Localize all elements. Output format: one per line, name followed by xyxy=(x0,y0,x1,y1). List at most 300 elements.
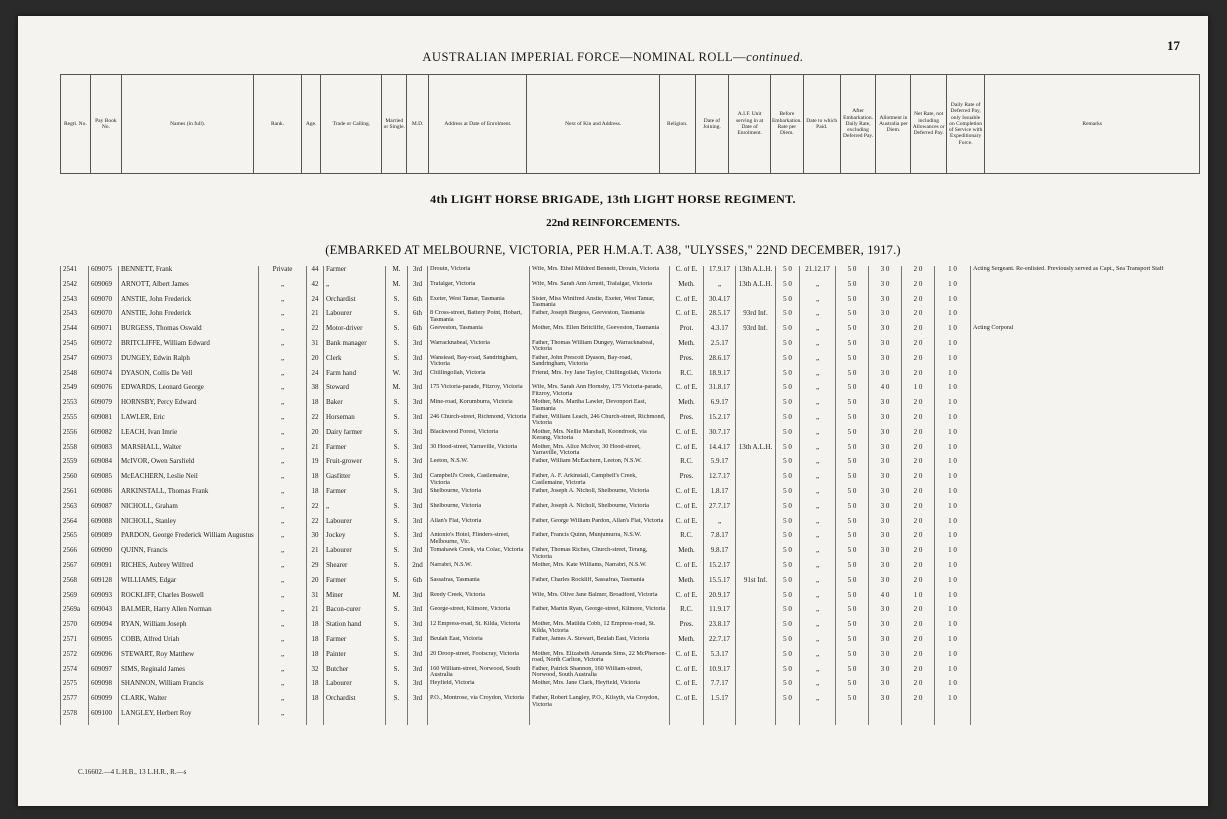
cell-rem xyxy=(971,384,1201,399)
cell-md: 3rd xyxy=(408,340,428,355)
column-header: A.I.F. Unit serving in at Date of Enrolment. xyxy=(729,75,771,174)
cell-age: 22 xyxy=(307,414,324,429)
cell-daily: 5 0 xyxy=(836,592,869,607)
cell-ms: S. xyxy=(386,429,408,444)
cell-no: 2563 xyxy=(61,503,89,518)
cell-rel: Pres. xyxy=(670,621,704,636)
cell-rate: 5 0 xyxy=(776,310,800,325)
table-row xyxy=(61,310,1201,325)
cell-paid: „ xyxy=(800,473,836,488)
cell-ms: S. xyxy=(386,458,408,473)
cell-daily: 5 0 xyxy=(836,370,869,385)
cell-paid: „ xyxy=(800,384,836,399)
cell-age: 21 xyxy=(307,606,324,621)
cell-pb: 609073 xyxy=(89,355,119,370)
cell-rel: Meth. xyxy=(670,399,704,414)
cell-rank: „ xyxy=(259,710,307,725)
cell-daily: 5 0 xyxy=(836,621,869,636)
cell-trade: Baker xyxy=(324,399,386,414)
cell-trade: Orchardist xyxy=(324,296,386,311)
cell-name: SIMS, Reginald James xyxy=(119,666,259,681)
cell-date: 17.9.17 xyxy=(704,266,736,281)
cell-md: 2nd xyxy=(408,562,428,577)
cell-paid: „ xyxy=(800,414,836,429)
column-header: Age. xyxy=(301,75,320,174)
cell-kin: Mother, Mrs. Matilda Cobb, 12 Empress-road, St. Kilda, Victoria xyxy=(530,621,670,636)
cell-trade: Farm hand xyxy=(324,370,386,385)
cell-rank: „ xyxy=(259,310,307,325)
cell-rel: C. of E. xyxy=(670,592,704,607)
cell-kin: Mother, Mrs. Nellie Marshall, Koondrook, via Kerang, Victoria xyxy=(530,429,670,444)
cell-allot: 3 0 xyxy=(869,473,902,488)
cell-allot: 3 0 xyxy=(869,577,902,592)
cell-name: McIVOR, Owen Sarsfield xyxy=(119,458,259,473)
cell-pb: 609084 xyxy=(89,458,119,473)
cell-trade: Jockey xyxy=(324,532,386,547)
cell-addr: Geeveston, Tasmania xyxy=(428,325,530,340)
cell-trade: Shearer xyxy=(324,562,386,577)
cell-no: 2561 xyxy=(61,488,89,503)
cell-ms xyxy=(386,710,408,725)
cell-md: 3rd xyxy=(408,429,428,444)
cell-rem xyxy=(971,621,1201,636)
cell-allot xyxy=(869,710,902,725)
cell-date: 5.3.17 xyxy=(704,651,736,666)
table-row xyxy=(61,281,1201,296)
cell-net: 2 0 xyxy=(902,296,935,311)
cell-no: 2564 xyxy=(61,518,89,533)
cell-def: 1 0 xyxy=(935,473,971,488)
cell-trade: Steward xyxy=(324,384,386,399)
cell-ms: S. xyxy=(386,695,408,710)
cell-kin: Father, George William Pardon, Allan's Flat, Victoria xyxy=(530,518,670,533)
cell-pb: 609083 xyxy=(89,444,119,459)
cell-kin: Friend, Mrs. Ivy Jane Taylor, Chillingollah, Victoria xyxy=(530,370,670,385)
cell-rel: R.C. xyxy=(670,606,704,621)
cell-md: 3rd xyxy=(408,666,428,681)
cell-unit: 93rd Inf. xyxy=(736,310,776,325)
cell-allot: 3 0 xyxy=(869,518,902,533)
cell-net: 2 0 xyxy=(902,266,935,281)
column-header: Religion. xyxy=(659,75,695,174)
cell-md: 6th xyxy=(408,577,428,592)
cell-daily: 5 0 xyxy=(836,562,869,577)
cell-kin: Father, Patrick Shannon, 160 William-street, Norwood, South Australia xyxy=(530,666,670,681)
cell-rel: C. of E. xyxy=(670,562,704,577)
cell-addr: 160 William-street, Norwood, South Australia xyxy=(428,666,530,681)
cell-kin: Mother, Mrs. Kate Williams, Narrabri, N.S.W. xyxy=(530,562,670,577)
cell-rem xyxy=(971,651,1201,666)
cell-md xyxy=(408,710,428,725)
cell-name: QUINN, Francis xyxy=(119,547,259,562)
cell-md: 3rd xyxy=(408,444,428,459)
cell-daily: 5 0 xyxy=(836,680,869,695)
cell-rank: „ xyxy=(259,429,307,444)
cell-allot: 3 0 xyxy=(869,370,902,385)
cell-net: 2 0 xyxy=(902,503,935,518)
cell-def: 1 0 xyxy=(935,651,971,666)
cell-rate: 5 0 xyxy=(776,444,800,459)
cell-unit: 13th A.L.H. xyxy=(736,281,776,296)
cell-paid: „ xyxy=(800,562,836,577)
cell-name: DYASON, Collis De Vell xyxy=(119,370,259,385)
cell-daily: 5 0 xyxy=(836,310,869,325)
cell-kin: Father, Thomas William Dungey, Warracknabeal, Victoria xyxy=(530,340,670,355)
cell-allot: 3 0 xyxy=(869,340,902,355)
cell-date xyxy=(704,710,736,725)
cell-pb: 609095 xyxy=(89,636,119,651)
cell-no: 2567 xyxy=(61,562,89,577)
cell-addr: Sassafras, Tasmania xyxy=(428,577,530,592)
embarkation-heading: (EMBARKED AT MELBOURNE, VICTORIA, PER H.M.A.T. A38, "ULYSSES," 22ND DECEMBER, 1917.) xyxy=(325,243,901,257)
column-header: Daily Rate of Deferred Pay, only Issuable on Completion of Service with Expeditionary Force. xyxy=(946,75,985,174)
column-header: Next of Kin and Address. xyxy=(527,75,659,174)
cell-no: 2556 xyxy=(61,429,89,444)
cell-kin: Father, Martin Ryan, George-street, Kilmore, Victoria xyxy=(530,606,670,621)
cell-net: 1 0 xyxy=(902,592,935,607)
cell-rank: „ xyxy=(259,281,307,296)
cell-date: 1.8.17 xyxy=(704,488,736,503)
cell-rel: Pres. xyxy=(670,414,704,429)
cell-no: 2558 xyxy=(61,444,89,459)
cell-kin: Wife, Mrs. Sarah Ann Hornsby, 175 Victoria-parade, Fitzroy, Victoria xyxy=(530,384,670,399)
cell-md: 3rd xyxy=(408,695,428,710)
cell-pb: 609069 xyxy=(89,281,119,296)
cell-md: 3rd xyxy=(408,547,428,562)
cell-date: 1.5.17 xyxy=(704,695,736,710)
cell-allot: 3 0 xyxy=(869,281,902,296)
table-row xyxy=(61,370,1201,385)
cell-rem xyxy=(971,429,1201,444)
cell-md: 3rd xyxy=(408,473,428,488)
reinforcements-heading: 22nd REINFORCEMENTS. xyxy=(546,217,680,229)
cell-unit xyxy=(736,680,776,695)
cell-no: 2569a xyxy=(61,606,89,621)
cell-kin: Father, Joseph Burgess, Geeveston, Tasmania xyxy=(530,310,670,325)
cell-paid xyxy=(800,710,836,725)
cell-date: 7.7.17 xyxy=(704,680,736,695)
cell-age: 44 xyxy=(307,266,324,281)
cell-rel: C. of E. xyxy=(670,384,704,399)
cell-net: 2 0 xyxy=(902,429,935,444)
cell-net: 2 0 xyxy=(902,310,935,325)
cell-paid: „ xyxy=(800,606,836,621)
cell-no: 2578 xyxy=(61,710,89,725)
cell-rem xyxy=(971,695,1201,710)
cell-age: 18 xyxy=(307,473,324,488)
cell-unit xyxy=(736,355,776,370)
cell-ms: M. xyxy=(386,266,408,281)
cell-rate: 5 0 xyxy=(776,296,800,311)
cell-pb: 609093 xyxy=(89,592,119,607)
cell-date: 30.7.17 xyxy=(704,429,736,444)
cell-age: 19 xyxy=(307,458,324,473)
cell-rem xyxy=(971,488,1201,503)
cell-rank: „ xyxy=(259,458,307,473)
cell-daily: 5 0 xyxy=(836,666,869,681)
cell-addr: Reedy Creek, Victoria xyxy=(428,592,530,607)
cell-paid: „ xyxy=(800,636,836,651)
cell-rate: 5 0 xyxy=(776,473,800,488)
cell-rank: „ xyxy=(259,592,307,607)
cell-def: 1 0 xyxy=(935,429,971,444)
cell-addr: 246 Church-street, Richmond, Victoria xyxy=(428,414,530,429)
cell-daily: 5 0 xyxy=(836,532,869,547)
cell-rate: 5 0 xyxy=(776,429,800,444)
cell-age: 31 xyxy=(307,592,324,607)
cell-md: 6th xyxy=(408,325,428,340)
cell-name: BURGESS, Thomas Oswald xyxy=(119,325,259,340)
cell-allot: 3 0 xyxy=(869,429,902,444)
cell-no: 2545 xyxy=(61,340,89,355)
cell-kin: Wife, Mrs. Sarah Ann Arnott, Trafalgar, Victoria xyxy=(530,281,670,296)
cell-ms: M. xyxy=(386,384,408,399)
cell-md: 3rd xyxy=(408,636,428,651)
cell-daily: 5 0 xyxy=(836,488,869,503)
cell-unit xyxy=(736,340,776,355)
cell-daily: 5 0 xyxy=(836,355,869,370)
cell-ms: S. xyxy=(386,414,408,429)
cell-pb: 609043 xyxy=(89,606,119,621)
table-row xyxy=(61,444,1201,459)
cell-no: 2553 xyxy=(61,399,89,414)
cell-rel: C. of E. xyxy=(670,488,704,503)
cell-pb: 609099 xyxy=(89,695,119,710)
cell-name: BALMER, Harry Allen Norman xyxy=(119,606,259,621)
cell-md: 3rd xyxy=(408,503,428,518)
cell-age: 30 xyxy=(307,532,324,547)
cell-rank: „ xyxy=(259,325,307,340)
table-row xyxy=(61,518,1201,533)
table-row xyxy=(61,710,1201,725)
column-header-table xyxy=(60,74,1200,174)
cell-rate: 5 0 xyxy=(776,340,800,355)
cell-unit xyxy=(736,666,776,681)
cell-def: 1 0 xyxy=(935,695,971,710)
cell-def: 1 0 xyxy=(935,355,971,370)
cell-allot: 3 0 xyxy=(869,296,902,311)
cell-rem xyxy=(971,532,1201,547)
cell-rank: „ xyxy=(259,547,307,562)
cell-md: 3rd xyxy=(408,355,428,370)
cell-name: ARNOTT, Albert James xyxy=(119,281,259,296)
cell-rate: 5 0 xyxy=(776,325,800,340)
cell-date: 27.7.17 xyxy=(704,503,736,518)
cell-def: 1 0 xyxy=(935,547,971,562)
cell-addr: Beulah East, Victoria xyxy=(428,636,530,651)
table-row xyxy=(61,695,1201,710)
cell-rem xyxy=(971,503,1201,518)
cell-no: 2575 xyxy=(61,680,89,695)
cell-addr: Blackwood Forest, Victoria xyxy=(428,429,530,444)
cell-pb: 609081 xyxy=(89,414,119,429)
cell-kin: Wife, Mrs. Olive Jane Balmer, Broadford, Victoria xyxy=(530,592,670,607)
cell-addr: Antonio's Hotel, Flinders-street, Melbourne, Vic. xyxy=(428,532,530,547)
cell-addr: George-street, Kilmore, Victoria xyxy=(428,606,530,621)
cell-ms: S. xyxy=(386,296,408,311)
cell-ms: S. xyxy=(386,488,408,503)
cell-paid: „ xyxy=(800,310,836,325)
cell-def: 1 0 xyxy=(935,577,971,592)
cell-trade: „ xyxy=(324,281,386,296)
cell-rate: 5 0 xyxy=(776,370,800,385)
cell-date: 9.8.17 xyxy=(704,547,736,562)
cell-ms: M. xyxy=(386,592,408,607)
column-header: Names (in full). xyxy=(122,75,254,174)
cell-no: 2569 xyxy=(61,592,89,607)
cell-trade: Fruit-grower xyxy=(324,458,386,473)
cell-paid: „ xyxy=(800,621,836,636)
cell-kin: Father, William Leach, 246 Church-street, Richmond, Victoria xyxy=(530,414,670,429)
cell-net: 2 0 xyxy=(902,518,935,533)
column-header: Rank. xyxy=(254,75,302,174)
cell-name: NICHOLL, Stanley xyxy=(119,518,259,533)
cell-md: 3rd xyxy=(408,680,428,695)
cell-rank: „ xyxy=(259,384,307,399)
roll-title xyxy=(18,50,1208,65)
cell-name: LANGLEY, Herbert Roy xyxy=(119,710,259,725)
cell-rel: R.C. xyxy=(670,532,704,547)
cell-trade: Motor-driver xyxy=(324,325,386,340)
cell-md: 3rd xyxy=(408,281,428,296)
cell-trade: Labourer xyxy=(324,518,386,533)
cell-daily: 5 0 xyxy=(836,458,869,473)
cell-rel: Pres. xyxy=(670,473,704,488)
cell-net: 2 0 xyxy=(902,621,935,636)
cell-no: 2570 xyxy=(61,621,89,636)
cell-rem xyxy=(971,458,1201,473)
cell-allot: 4 0 xyxy=(869,592,902,607)
cell-md: 3rd xyxy=(408,458,428,473)
cell-rel xyxy=(670,710,704,725)
cell-rank: „ xyxy=(259,606,307,621)
cell-unit xyxy=(736,695,776,710)
cell-allot: 3 0 xyxy=(869,488,902,503)
cell-def: 1 0 xyxy=(935,503,971,518)
cell-trade: Farmer xyxy=(324,577,386,592)
column-header: After Embarkation. Daily Rate, excluding Deferred Pay. xyxy=(840,75,876,174)
cell-addr: Leeton, N.S.W. xyxy=(428,458,530,473)
cell-rel: Meth. xyxy=(670,281,704,296)
nominal-roll-table xyxy=(60,266,1201,725)
cell-net: 2 0 xyxy=(902,340,935,355)
cell-rank: „ xyxy=(259,473,307,488)
cell-rank: „ xyxy=(259,695,307,710)
cell-addr: Shelbourne, Victoria xyxy=(428,503,530,518)
cell-paid: „ xyxy=(800,370,836,385)
cell-def: 1 0 xyxy=(935,340,971,355)
cell-unit: 13th A.L.H. xyxy=(736,266,776,281)
cell-rem xyxy=(971,399,1201,414)
table-row xyxy=(61,651,1201,666)
cell-unit: 91st Inf. xyxy=(736,577,776,592)
cell-age: 24 xyxy=(307,296,324,311)
cell-pb: 609097 xyxy=(89,666,119,681)
table-row xyxy=(61,355,1201,370)
cell-paid: „ xyxy=(800,547,836,562)
cell-unit xyxy=(736,296,776,311)
cell-name: DUNGEY, Edwin Ralph xyxy=(119,355,259,370)
cell-rate: 5 0 xyxy=(776,458,800,473)
cell-unit xyxy=(736,429,776,444)
cell-age: 24 xyxy=(307,370,324,385)
cell-paid: „ xyxy=(800,695,836,710)
cell-daily: 5 0 xyxy=(836,325,869,340)
cell-def: 1 0 xyxy=(935,532,971,547)
cell-rem: Acting Corporal xyxy=(971,325,1201,340)
cell-def: 1 0 xyxy=(935,458,971,473)
cell-kin: Mother, Mrs. Martha Lawler, Devonport East, Tasmania xyxy=(530,399,670,414)
cell-rate: 5 0 xyxy=(776,488,800,503)
column-header: Before Embarkation. Rate per Diem. xyxy=(770,75,803,174)
cell-paid: „ xyxy=(800,532,836,547)
cell-net xyxy=(902,710,935,725)
cell-allot: 3 0 xyxy=(869,399,902,414)
cell-age: 21 xyxy=(307,547,324,562)
table-row xyxy=(61,340,1201,355)
cell-name: HORNSBY, Percy Edward xyxy=(119,399,259,414)
cell-unit: 13th A.L.H. xyxy=(736,444,776,459)
table-row xyxy=(61,636,1201,651)
column-header: Allotment in Australia per Diem. xyxy=(876,75,911,174)
cell-addr: Drouin, Victoria xyxy=(428,266,530,281)
cell-date: 15.2.17 xyxy=(704,562,736,577)
cell-ms: S. xyxy=(386,518,408,533)
cell-paid: „ xyxy=(800,340,836,355)
cell-rank: „ xyxy=(259,488,307,503)
cell-net: 2 0 xyxy=(902,488,935,503)
cell-paid: „ xyxy=(800,503,836,518)
cell-addr: Heyfield, Victoria xyxy=(428,680,530,695)
cell-no: 2548 xyxy=(61,370,89,385)
cell-rate: 5 0 xyxy=(776,562,800,577)
cell-net: 2 0 xyxy=(902,458,935,473)
cell-kin: Father, Francis Quinn, Munjumurra, N.S.W. xyxy=(530,532,670,547)
cell-daily: 5 0 xyxy=(836,577,869,592)
cell-daily: 5 0 xyxy=(836,518,869,533)
cell-kin: Mother, Mrs. Jane Clark, Heyfield, Victoria xyxy=(530,680,670,695)
cell-date: 5.9.17 xyxy=(704,458,736,473)
cell-paid: „ xyxy=(800,325,836,340)
cell-no: 2544 xyxy=(61,325,89,340)
cell-date: 22.7.17 xyxy=(704,636,736,651)
cell-kin: Mother, Mrs. Ellen Britcliffe, Geeveston, Tasmania xyxy=(530,325,670,340)
table-row xyxy=(61,488,1201,503)
cell-trade: Labourer xyxy=(324,680,386,695)
cell-date: „ xyxy=(704,281,736,296)
cell-pb: 609091 xyxy=(89,562,119,577)
cell-kin: Father, William McEachern, Leeton, N.S.W. xyxy=(530,458,670,473)
cell-allot: 3 0 xyxy=(869,325,902,340)
cell-allot: 3 0 xyxy=(869,444,902,459)
cell-addr: 20 Droop-street, Footscray, Victoria xyxy=(428,651,530,666)
cell-no: 2572 xyxy=(61,651,89,666)
cell-def: 1 0 xyxy=(935,370,971,385)
table-row xyxy=(61,458,1201,473)
cell-rem xyxy=(971,340,1201,355)
cell-ms: S. xyxy=(386,310,408,325)
cell-unit xyxy=(736,503,776,518)
table-row xyxy=(61,473,1201,488)
cell-net: 2 0 xyxy=(902,532,935,547)
table-row xyxy=(61,592,1201,607)
cell-pb: 609070 xyxy=(89,296,119,311)
cell-net: 2 0 xyxy=(902,547,935,562)
cell-daily: 5 0 xyxy=(836,399,869,414)
cell-def: 1 0 xyxy=(935,562,971,577)
cell-name: ANSTIE, John Frederick xyxy=(119,310,259,325)
cell-def: 1 0 xyxy=(935,399,971,414)
